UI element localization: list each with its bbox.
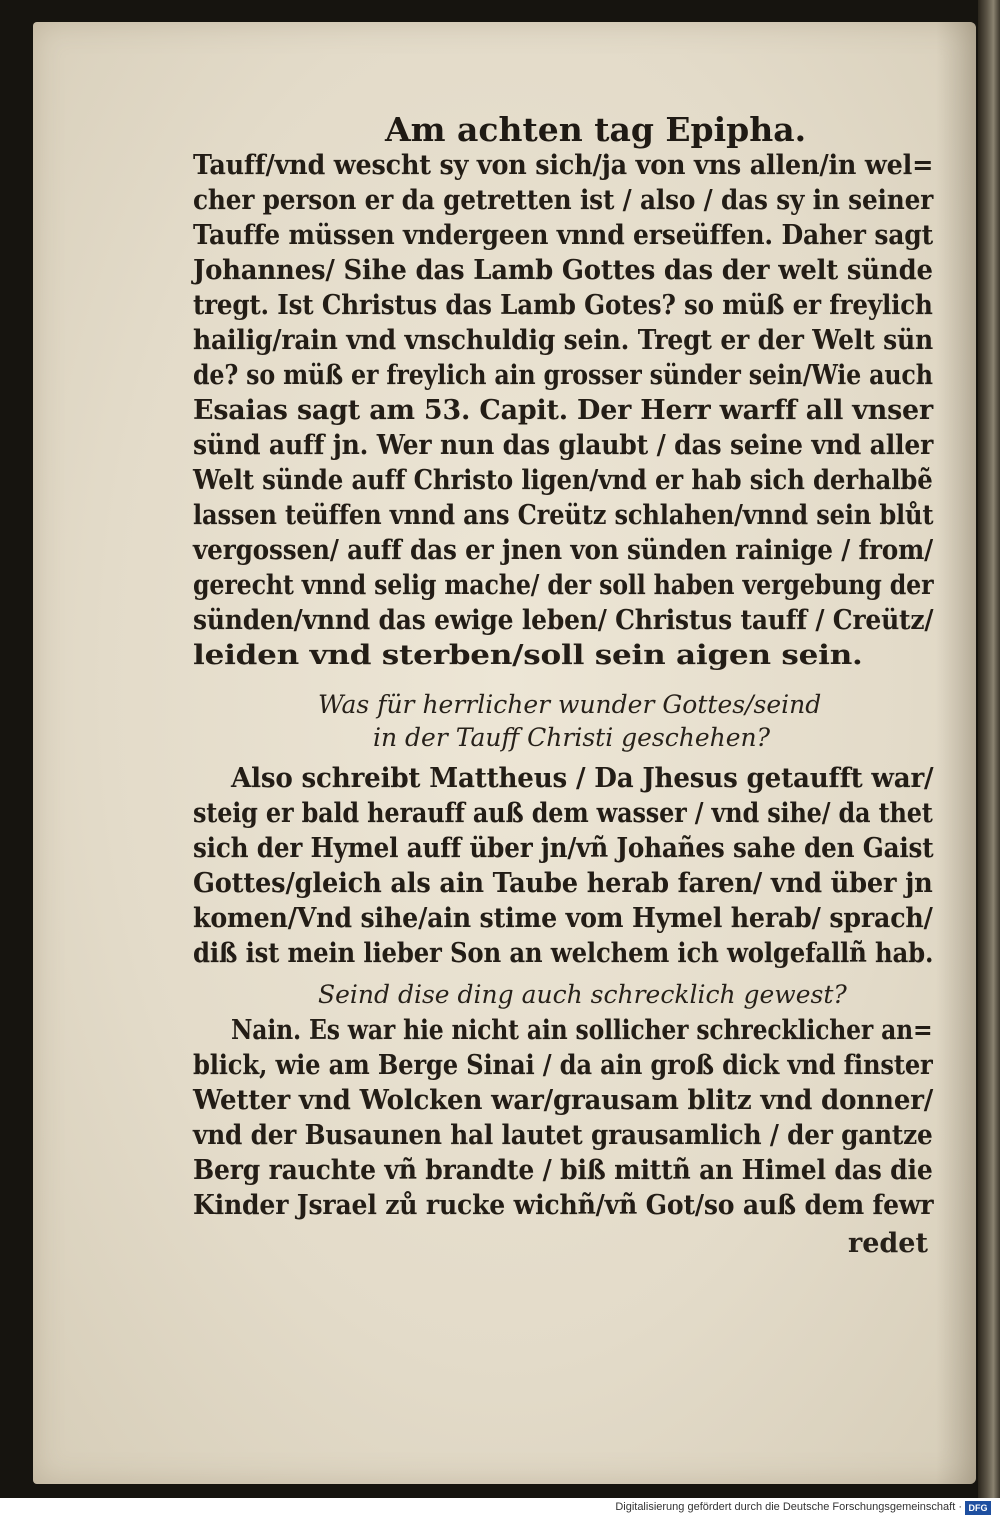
section-heading: in der Tauff Christi geschehen?: [373, 723, 771, 752]
text-line: steig er bald herauff auß dem wasser / vnd sihe/ da thet: [193, 798, 933, 829]
text-line: sich der Hymel auff über jn/vñ Johañes sahe den Gaist: [193, 833, 934, 864]
text-line: lassen teüffen vnnd ans Creütz schlahen/vnnd sein blůt: [193, 500, 934, 531]
section-heading: Seind dise ding auch schrecklich gewest?: [318, 980, 847, 1009]
running-title: Am achten tag Epipha.: [385, 110, 807, 149]
text-line: leiden vnd sterben/soll sein aigen sein.: [193, 640, 863, 671]
text-line: Johannes/ Sihe das Lamb Gottes das der welt sünde: [193, 255, 933, 286]
text-line: Esaias sagt am 53. Capit. Der Herr warff all vnser: [193, 395, 933, 426]
text-line: Berg rauchte vñ brandte / biß mittñ an Himel das die: [193, 1155, 933, 1186]
text-line: Wetter vnd Wolcken war/grausam blitz vnd donner/: [193, 1085, 934, 1116]
text-line: tregt. Ist Christus das Lamb Gotes? so müß er freylich: [193, 290, 933, 321]
text-line: hailig/rain vnd vnschuldig sein. Tregt er der Welt sün: [193, 325, 934, 356]
text-line: sünd auff jn. Wer nun das glaubt / das seine vnd aller: [193, 430, 934, 461]
text-line: Gottes/gleich als ain Taube herab faren/ vnd über jn: [193, 868, 933, 899]
text-line: Also schreibt Mattheus / Da Jhesus getaufft war/: [231, 763, 934, 794]
text-line: Nain. Es war hie nicht ain sollicher schrecklicher an=: [231, 1015, 933, 1046]
funding-credit: Digitalisierung gefördert durch die Deutsche Forschungsgemeinschaft ·: [615, 1501, 962, 1513]
catchword: redet: [848, 1228, 928, 1259]
text-line: gerecht vnnd selig mache/ der soll haben vergebung der: [193, 570, 934, 601]
text-line: Tauffe müssen vndergeen vnnd erseüffen. Daher sagt: [193, 220, 933, 251]
text-line: diß ist mein lieber Son an welchem ich wolgefallñ hab.: [193, 938, 934, 969]
text-line: Welt sünde auff Christo ligen/vnd er hab sich derhalbẽ: [193, 465, 933, 496]
text-line: de? so müß er freylich ain grosser sünder sein/Wie auch: [193, 360, 933, 391]
section-heading: Was für herrlicher wunder Gottes/seind: [318, 690, 822, 719]
footer-bar: [0, 1498, 1000, 1518]
text-line: Tauff/vnd wescht sy von sich/ja von vns allen/in wel=: [193, 150, 934, 181]
text-line: vnd der Busaunen hal lautet grausamlich / der gantze: [193, 1120, 933, 1151]
dfg-logo[interactable]: DFG: [965, 1501, 991, 1515]
text-line: vergossen/ auff das er jnen von sünden rainige / from/: [193, 535, 933, 566]
text-line: komen/Vnd sihe/ain stime vom Hymel herab/ sprach/: [193, 903, 933, 934]
text-line: sünden/vnnd das ewige leben/ Christus tauff / Creütz/: [193, 605, 934, 636]
text-line: Kinder Jsrael zů rucke wichñ/vñ Got/so auß dem fewr: [193, 1190, 934, 1221]
text-line: cher person er da getretten ist / also / das sy in seiner: [193, 185, 934, 216]
text-line: blick, wie am Berge Sinai / da ain groß dick vnd finster: [193, 1050, 933, 1081]
book-spine-edge: [978, 0, 1000, 1498]
